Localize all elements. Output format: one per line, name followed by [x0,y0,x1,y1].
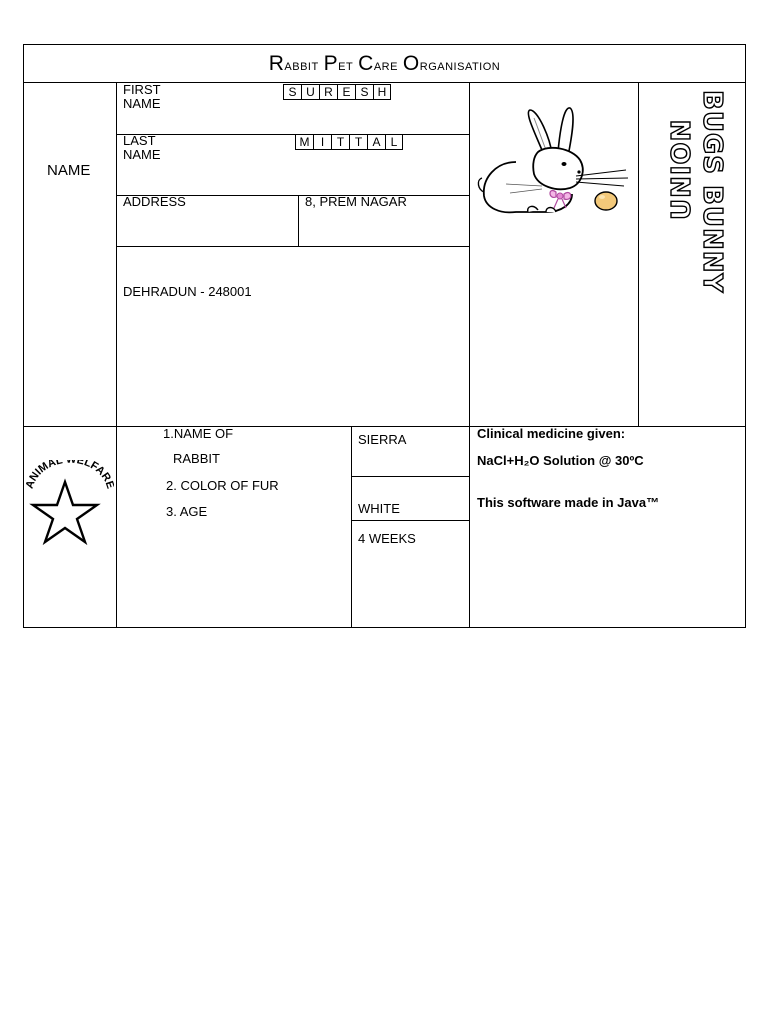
side-column-divider [638,82,639,427]
form-title-text: Rabbit Pet Care Organisation [268,52,501,75]
address-label: ADDRESS [123,194,186,209]
first-name-letter-box: R [319,84,337,100]
last-name-label: LAST [123,133,156,148]
last-name-letter-box: A [367,134,385,150]
rabbit-illustration [476,100,634,225]
first-name-label: FIRST [123,82,161,97]
question-3: 3. AGE [166,504,208,519]
last-name-letter-box: T [331,134,349,150]
answer-divider-2 [351,520,469,521]
first-name-letter-box: H [373,84,391,100]
answer-divider-1 [351,476,469,477]
first-name-letter-boxes [283,84,391,100]
last-name-letter-box: L [385,134,403,150]
animal-welfare-badge [26,460,114,555]
question-1-line1: 1.NAME OF [163,426,234,441]
question-2: 2. COLOR OF FUR [166,478,279,493]
image-column-divider [469,82,470,628]
first-name-letter-box: S [283,84,301,100]
answer-1: SIERRA [358,432,407,447]
name-column-divider [116,82,117,628]
address-column-divider [298,195,299,246]
question-1-line2: RABBIT [173,451,220,466]
last-name-label-2: NAME [123,147,161,162]
side-text-union: UNION [667,118,697,220]
clinical-value: NaCl+H₂O Solution @ 30ºC [477,453,644,468]
form-title [24,44,745,82]
software-note: This software made in Java™ [477,495,660,510]
name-section-label: NAME [47,162,91,179]
last-name-letter-box: I [313,134,331,150]
first-name-label-2: NAME [123,96,161,111]
star-icon [33,482,97,542]
address-line1: 8, PREM NAGAR [305,194,407,209]
clinical-label: Clinical medicine given: [477,426,626,441]
first-name-letter-box: S [355,84,373,100]
answer-column-divider [351,426,352,628]
address-line2: DEHRADUN - 248001 [123,284,252,299]
answer-3: 4 WEEKS [358,531,416,546]
first-name-divider [116,134,469,135]
answer-2: WHITE [358,501,400,516]
address-divider [116,246,469,247]
section-divider [23,426,746,427]
last-name-letter-box: M [295,134,313,150]
side-text-bugs-bunny: BUGS BUNNY [697,90,727,294]
first-name-letter-box: U [301,84,319,100]
first-name-letter-box: E [337,84,355,100]
svg-text:ANIMAL WELFARE: NIMAL ELFAR [27,460,114,484]
last-name-letter-box: T [349,134,367,150]
last-name-letter-boxes [295,134,403,150]
